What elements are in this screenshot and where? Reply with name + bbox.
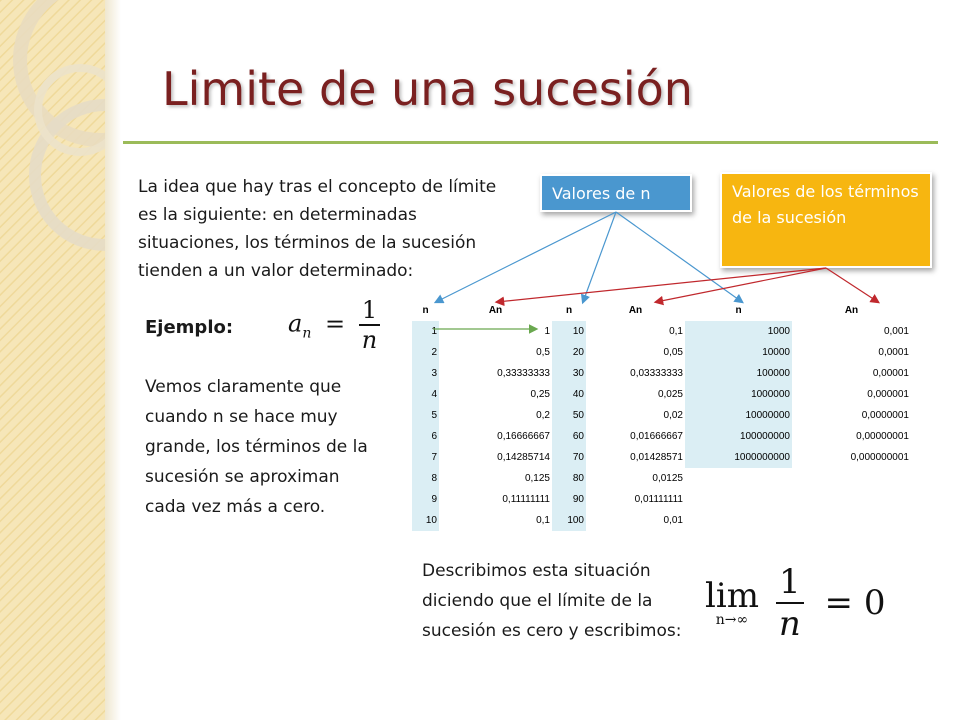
limit-result: = 0 (824, 583, 886, 623)
table-cell: 100000 (685, 363, 792, 384)
table-cell: 90 (552, 489, 586, 510)
table-cell: 0,14285714 (497, 452, 550, 463)
table-cell: 0,1 (669, 326, 683, 337)
table-header-cell: n (685, 300, 792, 321)
table-cell: 8 (412, 468, 439, 489)
limit-subscript: n→∞ (715, 612, 749, 628)
table-cell: 70 (552, 447, 586, 468)
table-cell: 10000 (685, 342, 792, 363)
table-cell: 1 (412, 321, 439, 342)
table-header-cell: An (792, 300, 911, 321)
table-cell: 10 (552, 321, 586, 342)
formula-an-denominator: n (361, 326, 378, 354)
table-cell: 0,05 (663, 347, 683, 358)
formula-an-lhs: a (288, 309, 303, 338)
table-cell: 100000000 (685, 426, 792, 447)
arrow-terms-col1 (497, 268, 826, 302)
table-header-cell: n (552, 300, 586, 321)
arrow-terms-col2 (656, 268, 826, 302)
table-cell: 1 (544, 326, 550, 337)
table-header-cell: An (586, 300, 685, 321)
table-cell: 0,11111111 (502, 494, 550, 505)
observation-paragraph: Vemos claramente que cuando n se hace muy grande, los términos de la sucesión se aproximan cada vez más a cero. (145, 377, 368, 517)
formula-an-subscript: n (302, 325, 312, 342)
table-cell: 10000000 (685, 405, 792, 426)
table-cell: 60 (552, 426, 586, 447)
table-cell: 30 (552, 363, 586, 384)
table-cell: 10 (412, 510, 439, 531)
arrow-terms-col3 (826, 268, 878, 302)
table-header-cell: An (439, 300, 552, 321)
table-cell: 0,001 (883, 326, 909, 337)
conclusion-paragraph: Describimos esta situación diciendo que el límite de la sucesión es cero y escribimos: (422, 561, 682, 641)
table-cell: 9 (412, 489, 439, 510)
table-cell: 0,0125 (652, 473, 683, 484)
callout-term-values: Valores de los términos de la sucesión (720, 172, 932, 268)
example-label: Ejemplo: (145, 317, 234, 338)
table-cell: 0,0001 (878, 347, 909, 358)
table-cell: 0,01666667 (630, 431, 683, 442)
table-cell: 0,33333333 (497, 368, 550, 379)
table-cell: 0,02 (663, 410, 683, 421)
table-cell: 0,025 (657, 389, 683, 400)
table-cell: 0,16666667 (497, 431, 550, 442)
limit-denominator: n (778, 604, 801, 644)
table-cell: 0,25 (530, 389, 550, 400)
limit-formula (705, 562, 885, 644)
table-cell: 7 (412, 447, 439, 468)
limit-numerator: 1 (776, 562, 804, 604)
table-header-cell: n (412, 300, 439, 321)
table-cell: 0,2 (536, 410, 550, 421)
table-cell: 0,1 (536, 515, 550, 526)
table-cell: 0,00000001 (856, 431, 909, 442)
table-cell: 0,01111111 (634, 494, 683, 505)
table-cell: 0,0000001 (861, 410, 909, 421)
formula-an-equals: = (324, 309, 346, 338)
table-cell: 6 (412, 426, 439, 447)
table-cell: 2 (412, 342, 439, 363)
table-cell: 0,125 (524, 473, 550, 484)
table-cell: 50 (552, 405, 586, 426)
table-cell: 20 (552, 342, 586, 363)
table-cell: 0,000000001 (850, 452, 909, 463)
arrow-n-col1 (436, 212, 616, 302)
table-cell: 5 (412, 405, 439, 426)
table-cell: 0,01428571 (630, 452, 683, 463)
table-cell: 0,5 (536, 347, 550, 358)
table-cell: 0,03333333 (630, 368, 683, 379)
table-cell: 3 (412, 363, 439, 384)
table-cell: 1000 (685, 321, 792, 342)
table-cell: 0,01 (663, 515, 683, 526)
table-cell: 100 (552, 510, 586, 531)
table-cell: 1000000000 (685, 447, 792, 468)
table-cell: 0,000001 (867, 389, 909, 400)
slide-title: Limite de una sucesión (162, 62, 693, 116)
intro-paragraph: La idea que hay tras el concepto de límite es la siguiente: en determinadas situaciones, los términos de la sucesión tienden a un valor determinado: (138, 177, 497, 281)
limit-fraction (776, 562, 804, 644)
table-cell: 4 (412, 384, 439, 405)
limit-word: lim (705, 576, 759, 616)
table-cell: 40 (552, 384, 586, 405)
formula-an-numerator: 1 (359, 296, 380, 326)
table-cell: 0,00001 (872, 368, 909, 379)
limit-operator (705, 576, 759, 628)
callout-n-values: Valores de n (540, 174, 692, 212)
table-cell: 1000000 (685, 384, 792, 405)
table-cell: 80 (552, 468, 586, 489)
